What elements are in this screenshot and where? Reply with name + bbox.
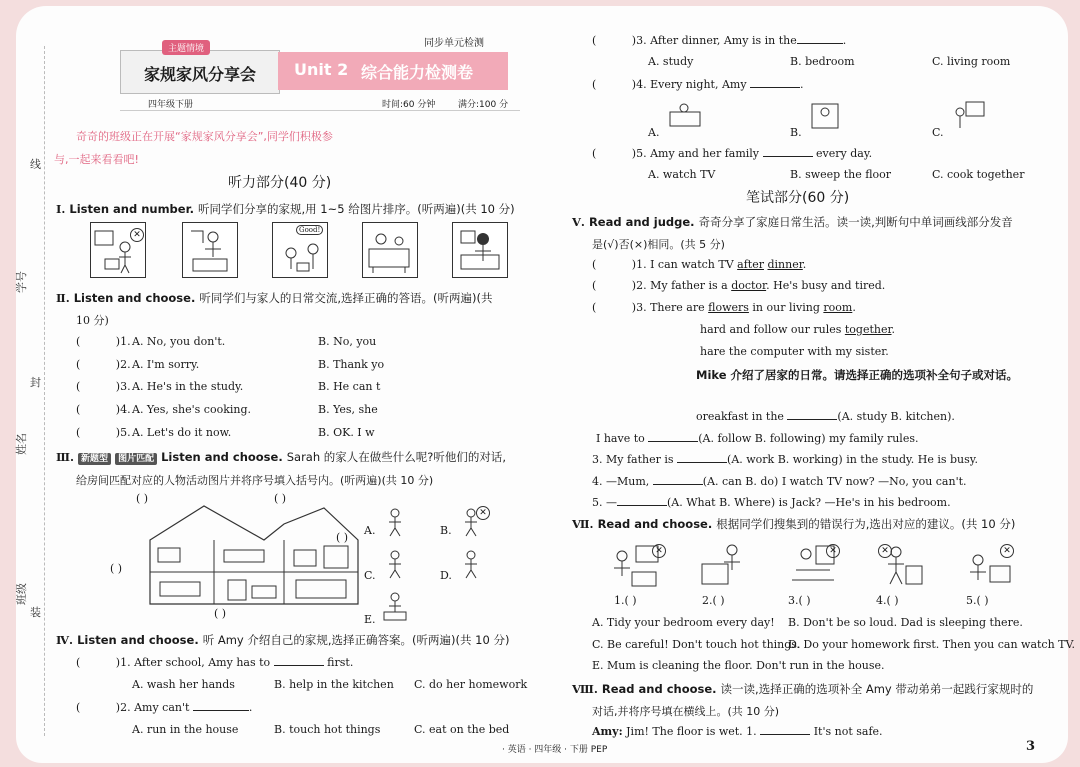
s4-q1-b: B. help in the kitchen — [274, 678, 394, 691]
section-2-title: Listen and choose. — [73, 291, 196, 305]
unit-label: Unit 2 — [294, 60, 349, 79]
s7-label-3[interactable]: 3.( ) — [788, 594, 811, 607]
section-1-desc: 听同学们分享的家规,用 1~5 给图片排序。(听两遍)(共 10 分) — [198, 202, 515, 216]
theme-badge: 主题情境 — [162, 40, 210, 55]
section-2-number: Ⅱ. — [56, 291, 70, 305]
s6-item-4-blank[interactable] — [653, 474, 703, 485]
section-5-desc-cont: 是(√)否(×)相同。(共 5 分) — [592, 238, 725, 251]
s4-q2-blank[interactable] — [193, 700, 249, 711]
s7-option-a: A. Tidy your bedroom every day! — [592, 616, 775, 629]
s2-item-2-a: A. I'm sorry. — [132, 358, 200, 371]
s5-item-2: ( )2. My father is a doctor. He's busy and tired. — [592, 279, 886, 292]
section-7-number: Ⅶ. — [572, 517, 594, 531]
s3-option-b: B. — [440, 524, 452, 537]
house-diagram — [144, 500, 364, 608]
s4-q5: ( )5. Amy and her family every day. — [592, 147, 873, 160]
s6-item-4: 4. —Mum, (A. can B. do) I watch TV now? —No, you can't. — [592, 475, 967, 488]
s7-option-c: C. Be careful! Don't touch hot things. — [592, 638, 801, 651]
score-label: 满分:100 分 — [458, 100, 509, 110]
s4-q4-c: C. — [932, 126, 944, 139]
section-3-number: Ⅲ. — [56, 450, 75, 464]
gutter-id-label: 学号 — [15, 271, 28, 293]
s4-q2: ( )2. Amy can't . — [76, 701, 253, 714]
listening-heading: 听力部分(40 分) — [228, 175, 332, 191]
s4-q5-blank[interactable] — [763, 146, 813, 157]
s4-q3-blank[interactable] — [797, 33, 843, 44]
s7-option-e: E. Mum is cleaning the floor. Don't run in the house. — [592, 659, 885, 672]
s2-item-5-a: A. Let's do it now. — [132, 426, 232, 439]
section-1-number: Ⅰ. — [56, 202, 66, 216]
room-paren-5[interactable]: ( ) — [214, 607, 227, 620]
s4-q1-blank[interactable] — [274, 655, 324, 666]
header-rule — [120, 110, 520, 111]
s1-picture-2 — [182, 222, 238, 278]
s4-q3-c: C. living room — [932, 55, 1011, 68]
s2-item-3: ( )3. — [76, 380, 131, 393]
room-paren-3[interactable]: ( ) — [336, 531, 349, 544]
s2-item-4-a: A. Yes, she's cooking. — [132, 403, 252, 416]
s6-item-2-blank[interactable] — [648, 431, 698, 442]
s4-q3-a: A. study — [648, 55, 694, 68]
section-4-heading — [56, 632, 509, 648]
s4-q4-picture-c — [948, 98, 988, 132]
new-type-badge: 新题型 — [78, 453, 111, 465]
page — [15, 6, 1076, 763]
room-paren-1[interactable]: ( ) — [136, 492, 149, 505]
s3-figure-a — [380, 506, 410, 538]
tag-label: 同步单元检测 — [424, 38, 484, 49]
s7-mark-5: ✕ — [1000, 538, 1014, 558]
s7-mark-4: ✕ — [878, 538, 892, 558]
s2-item-3-b: B. He can t — [318, 380, 381, 393]
s4-q3-b: B. bedroom — [790, 55, 855, 68]
section-5-desc: 奇奇分享了家庭日常生活。读一读,判断句中单词画线部分发音 — [698, 215, 1013, 229]
s6-item-3: 3. My father is (A. work B. working) in the study. He is busy. — [592, 453, 979, 466]
s8-dialogue-line: Amy: Jim! The floor is wet. 1. It's not safe. — [592, 725, 883, 738]
s4-q4-picture-a — [666, 98, 706, 132]
section-8-desc: 读一读,选择正确的选项补全 Amy 带动弟弟一起践行家规时的 — [720, 682, 1034, 696]
s3-figure-e — [380, 590, 410, 622]
s7-mark-1: ✕ — [652, 538, 666, 558]
s3-option-d: D. — [440, 569, 452, 582]
binding-line — [44, 46, 45, 736]
s8-blank-1[interactable] — [760, 724, 810, 735]
s4-q4: ( )4. Every night, Amy . — [592, 78, 804, 91]
gutter-line-char: 线 — [30, 158, 41, 171]
s4-q5-a: A. watch TV — [648, 168, 716, 181]
section-6-desc: Mike 介绍了居家的日常。请选择正确的选项补全句子或对话。 — [696, 368, 1019, 382]
s2-item-5-b: B. OK. I w — [318, 426, 375, 439]
section-4-title: Listen and choose. — [77, 633, 199, 647]
s4-q2-a: A. run in the house — [132, 723, 239, 736]
s4-q4-a: A. — [648, 126, 660, 139]
section-7-desc: 根据同学们搜集到的错误行为,选出对应的建议。(共 10 分) — [716, 517, 1016, 531]
s1-wrong-mark: ✕ — [130, 222, 144, 242]
s2-item-1: ( )1. — [76, 335, 131, 348]
s4-q2-b: B. touch hot things — [274, 723, 381, 736]
s3-option-c: C. — [364, 569, 376, 582]
room-paren-2[interactable]: ( ) — [274, 492, 287, 505]
section-8-number: Ⅷ. — [572, 682, 598, 696]
s2-item-3-a: A. He's in the study. — [132, 380, 244, 393]
intro-line-1: 奇奇的班级正在开展“家规家风分享会”,同学们积极参 — [76, 130, 333, 143]
section-4-number: Ⅳ. — [56, 633, 74, 647]
s2-item-4: ( )4. — [76, 403, 131, 416]
s7-label-5[interactable]: 5.( ) — [966, 594, 989, 607]
s4-q4-b: B. — [790, 126, 802, 139]
s2-item-1-b: B. No, you — [318, 335, 377, 348]
s3-figure-c — [380, 548, 410, 580]
section-3-desc: Sarah 的家人在做些什么呢?听他们的对话, — [286, 450, 507, 464]
gutter-binding-char: 装 — [30, 606, 41, 619]
s6-item-5: 5. — (A. What B. Where) is Jack? —He's in his bedroom. — [592, 496, 951, 509]
s2-item-2: ( )2. — [76, 358, 131, 371]
s5-item-3: ( )3. There are flowers in our living room. — [592, 301, 856, 314]
s6-item-3-blank[interactable] — [677, 452, 727, 463]
footer-subject: · 英语 · 四年级 · 下册 PEP — [502, 745, 608, 755]
section-3-desc-cont: 给房间匹配对应的人物活动图片并将序号填入括号内。(听两遍)(共 10 分) — [76, 474, 434, 487]
s1-picture-5 — [452, 222, 508, 278]
section-8-heading — [572, 681, 1033, 697]
s4-q4-picture-b — [806, 98, 846, 132]
section-2-desc: 听同学们与家人的日常交流,选择正确的答语。(听两遍)(共 — [199, 291, 493, 305]
s4-q3: ( )3. After dinner, Amy is in the . — [592, 34, 847, 47]
s6-item-1: oreakfast in the (A. study B. kitchen). — [696, 410, 955, 423]
section-5-number: Ⅴ. — [572, 215, 585, 229]
s3-figure-b-mark: ✕ — [476, 500, 490, 520]
section-2-desc-cont: 10 分) — [76, 314, 109, 327]
match-badge: 图片匹配 — [115, 453, 157, 465]
s5-item-1: ( )1. I can watch TV after dinner. — [592, 258, 807, 271]
s1-good-bubble: Good! — [296, 225, 323, 235]
writing-heading: 笔试部分(60 分) — [746, 190, 850, 206]
section-1-heading — [56, 201, 515, 217]
section-7-title: Read and choose. — [597, 517, 713, 531]
section-5-heading — [572, 214, 1013, 230]
s5-item-4: hard and follow our rules together. — [700, 323, 896, 336]
section-3-title: Listen and choose. — [161, 450, 283, 464]
s3-figure-d — [456, 548, 486, 580]
section-1-title: Listen and number. — [69, 202, 194, 216]
s3-option-a: A. — [364, 524, 376, 537]
section-8-desc-cont: 对话,并将序号填在横线上。(共 10 分) — [592, 705, 780, 718]
s2-item-1-a: A. No, you don't. — [132, 335, 226, 348]
gutter-seal-char: 封 — [30, 376, 41, 389]
s4-q5-b: B. sweep the floor — [790, 168, 892, 181]
s7-label-1[interactable]: 1.( ) — [614, 594, 637, 607]
section-8-title: Read and choose. — [601, 682, 717, 696]
s4-q2-c: C. eat on the bed — [414, 723, 510, 736]
s6-item-2: I have to (A. follow B. following) my family rules. — [596, 432, 919, 445]
s7-mark-3: ✕ — [826, 538, 840, 558]
intro-line-2: 与,一起来看看吧! — [54, 153, 139, 166]
s1-picture-4 — [362, 222, 418, 278]
section-7-heading — [572, 516, 1015, 532]
s7-picture-2 — [696, 540, 750, 590]
time-label: 时间:60 分钟 — [382, 100, 436, 110]
exam-title: 综合能力检测卷 — [361, 63, 474, 82]
s3-option-e: E. — [364, 613, 376, 626]
s7-option-d: D. Do your homework first. Then you can watch TV. — [788, 638, 1076, 651]
section-5-title: Read and judge. — [588, 215, 695, 229]
s2-item-5: ( )5. — [76, 426, 131, 439]
room-paren-4[interactable]: ( ) — [110, 562, 123, 575]
s7-option-b: B. Don't be so loud. Dad is sleeping there. — [788, 616, 1023, 629]
s4-q1: ( )1. After school, Amy has to first. — [76, 656, 354, 669]
section-2-heading — [56, 290, 492, 306]
theme-title: 家规家风分享会 — [144, 65, 257, 84]
s7-label-2[interactable]: 2.( ) — [702, 594, 725, 607]
s5-item-5: hare the computer with my sister. — [700, 345, 889, 358]
s4-q5-c: C. cook together — [932, 168, 1025, 181]
grade-label: 四年级下册 — [148, 100, 194, 110]
s6-item-5-blank[interactable] — [617, 495, 667, 506]
s4-q4-blank[interactable] — [750, 77, 800, 88]
gutter-name-label: 姓名 — [15, 433, 28, 455]
s4-q1-a: A. wash her hands — [132, 678, 235, 691]
section-3-heading — [56, 449, 506, 465]
s4-q1-c: C. do her homework — [414, 678, 528, 691]
s2-item-4-b: B. Yes, she — [318, 403, 378, 416]
s6-item-1-blank[interactable] — [787, 409, 837, 420]
gutter-class-label: 班级 — [15, 583, 28, 605]
s2-item-2-b: B. Thank yo — [318, 358, 385, 371]
section-4-desc: 听 Amy 介绍自己的家规,选择正确答案。(听两遍)(共 10 分) — [202, 633, 510, 647]
page-number: 3 — [1026, 739, 1036, 754]
s7-label-4[interactable]: 4.( ) — [876, 594, 899, 607]
